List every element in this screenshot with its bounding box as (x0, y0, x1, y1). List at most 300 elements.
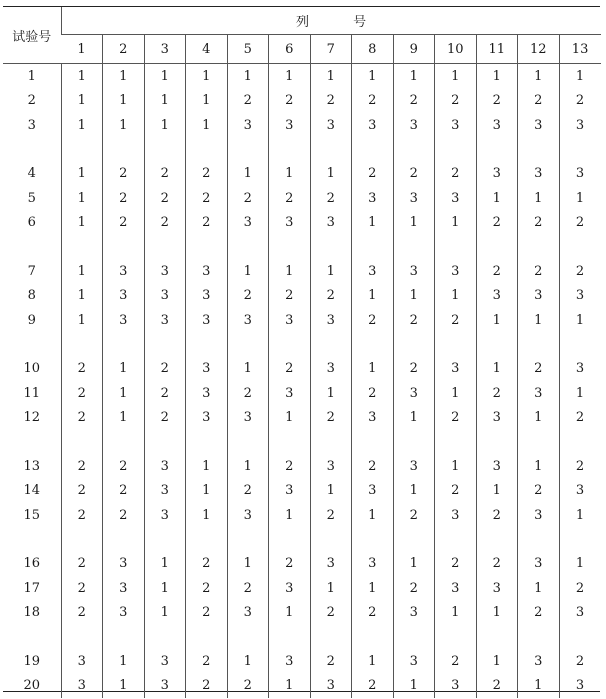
level-cell: 1 (310, 64, 352, 89)
spacer-cell (518, 625, 560, 649)
level-cell: 2 (310, 503, 352, 528)
level-cell: 1 (518, 454, 560, 479)
group-spacer-row (3, 235, 601, 259)
spacer-cell (476, 625, 518, 649)
level-cell: 3 (103, 576, 145, 601)
level-cell: 3 (186, 259, 228, 284)
level-cell: 1 (559, 503, 601, 528)
level-cell: 3 (559, 674, 601, 699)
level-cell: 3 (518, 113, 560, 138)
level-cell: 1 (518, 406, 560, 431)
spacer-cell (393, 528, 435, 552)
level-cell: 3 (103, 259, 145, 284)
column-number-header: 3 (144, 35, 186, 64)
spacer-cell (476, 528, 518, 552)
spacer-cell (559, 138, 601, 162)
level-cell: 3 (518, 162, 560, 187)
level-cell: 2 (144, 381, 186, 406)
level-cell: 2 (476, 89, 518, 114)
column-number-row (3, 35, 601, 64)
level-cell: 1 (352, 649, 394, 674)
spacer-cell (559, 333, 601, 357)
table-row (3, 454, 601, 479)
level-cell: 3 (393, 113, 435, 138)
trial-number-cell: 12 (23, 410, 41, 426)
level-cell: 2 (352, 601, 394, 626)
level-cell: 1 (61, 259, 103, 284)
level-cell: 1 (476, 186, 518, 211)
spacer-cell (186, 625, 228, 649)
trial-number-cell: 2 (27, 93, 36, 109)
level-cell: 3 (393, 601, 435, 626)
level-cell: 2 (186, 601, 228, 626)
level-cell: 2 (518, 259, 560, 284)
spacer-cell (310, 430, 352, 454)
column-number-header: 10 (435, 35, 477, 64)
spacer-cell (352, 138, 394, 162)
level-cell: 2 (559, 406, 601, 431)
level-cell: 2 (269, 552, 311, 577)
level-cell: 1 (352, 503, 394, 528)
level-cell: 3 (269, 113, 311, 138)
level-cell: 2 (61, 381, 103, 406)
spacer-cell (310, 625, 352, 649)
spacer-cell (61, 625, 103, 649)
group-spacer-row (3, 528, 601, 552)
spacer-cell (476, 333, 518, 357)
level-cell: 3 (559, 162, 601, 187)
level-cell: 1 (103, 406, 145, 431)
level-cell: 1 (352, 357, 394, 382)
level-cell: 3 (352, 186, 394, 211)
level-cell: 2 (476, 259, 518, 284)
table-row (3, 649, 601, 674)
level-cell: 3 (144, 649, 186, 674)
level-cell: 2 (61, 454, 103, 479)
spacer-cell (103, 333, 145, 357)
spacer-cell (559, 528, 601, 552)
spacer-cell (186, 138, 228, 162)
spacer-cell (393, 235, 435, 259)
level-cell: 2 (310, 284, 352, 309)
level-cell: 3 (518, 552, 560, 577)
level-cell: 1 (559, 64, 601, 89)
trial-number-cell: 1 (27, 68, 36, 84)
level-cell: 1 (61, 64, 103, 89)
level-cell: 1 (227, 454, 269, 479)
level-cell: 2 (435, 552, 477, 577)
level-cell: 3 (393, 259, 435, 284)
level-cell: 2 (310, 186, 352, 211)
trial-number-cell: 10 (23, 361, 41, 377)
level-cell: 1 (103, 381, 145, 406)
level-cell: 2 (476, 503, 518, 528)
level-cell: 3 (144, 284, 186, 309)
table-row (3, 552, 601, 577)
level-cell: 2 (144, 186, 186, 211)
level-cell: 1 (393, 211, 435, 236)
level-cell: 3 (144, 503, 186, 528)
level-cell: 2 (186, 576, 228, 601)
level-cell: 2 (269, 186, 311, 211)
spacer-cell (476, 138, 518, 162)
level-cell: 2 (144, 357, 186, 382)
trial-number-cell: 9 (27, 312, 36, 328)
level-cell: 3 (186, 406, 228, 431)
level-cell: 2 (269, 357, 311, 382)
level-cell: 2 (518, 89, 560, 114)
column-number-header: 5 (227, 35, 269, 64)
level-cell: 3 (227, 406, 269, 431)
level-cell: 3 (310, 454, 352, 479)
spacer-cell (144, 333, 186, 357)
spacer-cell (518, 333, 560, 357)
spacer-cell (393, 138, 435, 162)
level-cell: 3 (186, 284, 228, 309)
level-cell: 1 (518, 308, 560, 333)
level-cell: 1 (269, 64, 311, 89)
spacer-cell (352, 625, 394, 649)
level-cell: 1 (227, 259, 269, 284)
level-cell: 1 (393, 479, 435, 504)
level-cell: 2 (435, 406, 477, 431)
level-cell: 1 (61, 308, 103, 333)
level-cell: 3 (103, 552, 145, 577)
level-cell: 3 (476, 406, 518, 431)
level-cell: 2 (269, 454, 311, 479)
level-cell: 3 (476, 576, 518, 601)
column-number-header: 13 (559, 35, 601, 64)
level-cell: 1 (559, 186, 601, 211)
orthogonal-array-table-container (3, 6, 600, 692)
spacer-cell (393, 625, 435, 649)
spacer-cell (61, 430, 103, 454)
spacer-cell (269, 235, 311, 259)
level-cell: 1 (103, 64, 145, 89)
level-cell: 3 (435, 357, 477, 382)
level-cell: 1 (435, 64, 477, 89)
spacer-cell (103, 138, 145, 162)
table-row (3, 674, 601, 699)
level-cell: 2 (559, 649, 601, 674)
column-number-header: 2 (103, 35, 145, 64)
level-cell: 2 (476, 381, 518, 406)
level-cell: 1 (144, 89, 186, 114)
level-cell: 1 (144, 576, 186, 601)
spacer-cell (227, 333, 269, 357)
spacer-cell (61, 138, 103, 162)
column-number-header: 1 (61, 35, 103, 64)
level-cell: 2 (518, 357, 560, 382)
trial-number-cell: 13 (23, 458, 41, 474)
level-cell: 1 (103, 89, 145, 114)
level-cell: 2 (310, 406, 352, 431)
spacer-cell (103, 528, 145, 552)
spacer-cell (435, 235, 477, 259)
spacer-cell (435, 430, 477, 454)
spacer-cell (186, 333, 228, 357)
level-cell: 1 (227, 649, 269, 674)
spacer-cell (103, 235, 145, 259)
level-cell: 2 (144, 211, 186, 236)
spacer-cell (227, 430, 269, 454)
level-cell: 3 (269, 381, 311, 406)
level-cell: 1 (518, 674, 560, 699)
group-spacer-row (3, 138, 601, 162)
level-cell: 2 (435, 162, 477, 187)
level-cell: 2 (352, 674, 394, 699)
table-body (3, 64, 601, 699)
spacer-cell (186, 235, 228, 259)
spacer-cell (310, 333, 352, 357)
spacer-cell (227, 528, 269, 552)
level-cell: 1 (227, 162, 269, 187)
level-cell: 2 (186, 674, 228, 699)
group-spacer-row (3, 430, 601, 454)
level-cell: 1 (186, 64, 228, 89)
level-cell: 1 (269, 259, 311, 284)
level-cell: 2 (61, 406, 103, 431)
spacer-cell (559, 235, 601, 259)
level-cell: 1 (186, 503, 228, 528)
level-cell: 3 (518, 649, 560, 674)
level-cell: 2 (310, 649, 352, 674)
trial-number-cell: 14 (23, 483, 41, 499)
level-cell: 1 (518, 576, 560, 601)
level-cell: 3 (186, 381, 228, 406)
table-row (3, 113, 601, 138)
level-cell: 3 (227, 503, 269, 528)
level-cell: 3 (352, 479, 394, 504)
column-number-header: 11 (476, 35, 518, 64)
level-cell: 3 (269, 649, 311, 674)
level-cell: 1 (186, 89, 228, 114)
level-cell: 1 (269, 674, 311, 699)
level-cell: 2 (393, 308, 435, 333)
level-cell: 3 (435, 259, 477, 284)
level-cell: 3 (352, 552, 394, 577)
spacer-cell (144, 138, 186, 162)
level-cell: 2 (61, 503, 103, 528)
spacer-cell (61, 333, 103, 357)
level-cell: 1 (476, 64, 518, 89)
spacer-cell (186, 528, 228, 552)
level-cell: 1 (435, 211, 477, 236)
level-cell: 3 (518, 503, 560, 528)
level-cell: 1 (186, 479, 228, 504)
level-cell: 3 (227, 308, 269, 333)
level-cell: 2 (559, 454, 601, 479)
level-cell: 3 (269, 211, 311, 236)
table-row (3, 576, 601, 601)
spacer-cell (352, 235, 394, 259)
level-cell: 2 (559, 259, 601, 284)
level-cell: 3 (310, 308, 352, 333)
level-cell: 2 (435, 89, 477, 114)
spacer-cell (3, 138, 61, 162)
level-cell: 3 (559, 479, 601, 504)
level-cell: 2 (435, 479, 477, 504)
trial-number-cell: 3 (27, 117, 36, 133)
level-cell: 3 (310, 211, 352, 236)
level-cell: 2 (144, 162, 186, 187)
spacer-cell (144, 235, 186, 259)
level-cell: 1 (61, 211, 103, 236)
trial-number-cell: 18 (23, 605, 41, 621)
level-cell: 1 (144, 552, 186, 577)
spacer-cell (518, 430, 560, 454)
level-cell: 1 (310, 259, 352, 284)
trial-number-cell: 17 (23, 580, 41, 596)
level-cell: 1 (61, 186, 103, 211)
level-cell: 3 (269, 308, 311, 333)
trial-number-cell: 11 (23, 385, 41, 401)
level-cell: 1 (227, 64, 269, 89)
spacer-cell (435, 625, 477, 649)
spacer-cell (3, 235, 61, 259)
trial-number-cell: 16 (23, 556, 41, 572)
level-cell: 1 (559, 552, 601, 577)
level-cell: 1 (144, 601, 186, 626)
level-cell: 2 (352, 89, 394, 114)
spacer-cell (310, 235, 352, 259)
level-cell: 3 (518, 284, 560, 309)
level-cell: 1 (103, 113, 145, 138)
spacer-cell (393, 333, 435, 357)
level-cell: 1 (144, 113, 186, 138)
level-cell: 1 (435, 601, 477, 626)
column-number-header: 12 (518, 35, 560, 64)
level-cell: 1 (393, 552, 435, 577)
spacer-cell (352, 528, 394, 552)
spacer-cell (269, 528, 311, 552)
level-cell: 2 (352, 308, 394, 333)
level-cell: 1 (61, 113, 103, 138)
spacer-cell (227, 625, 269, 649)
spacer-cell (269, 625, 311, 649)
table-row (3, 406, 601, 431)
spacer-cell (144, 430, 186, 454)
level-cell: 3 (310, 357, 352, 382)
level-cell: 2 (476, 211, 518, 236)
level-cell: 3 (310, 552, 352, 577)
level-cell: 1 (103, 674, 145, 699)
level-cell: 1 (518, 64, 560, 89)
level-cell: 2 (103, 454, 145, 479)
level-cell: 3 (559, 284, 601, 309)
level-cell: 1 (144, 64, 186, 89)
table-row (3, 308, 601, 333)
level-cell: 1 (269, 601, 311, 626)
level-cell: 2 (269, 284, 311, 309)
level-cell: 1 (227, 552, 269, 577)
level-cell: 3 (352, 259, 394, 284)
level-cell: 2 (103, 503, 145, 528)
level-cell: 2 (144, 406, 186, 431)
level-cell: 3 (144, 308, 186, 333)
spacer-cell (352, 333, 394, 357)
level-cell: 3 (435, 674, 477, 699)
table-row (3, 162, 601, 187)
table-row (3, 479, 601, 504)
column-number-header: 8 (352, 35, 394, 64)
spacer-cell (3, 430, 61, 454)
level-cell: 2 (61, 479, 103, 504)
trial-number-cell: 6 (27, 215, 36, 231)
level-cell: 1 (476, 601, 518, 626)
level-cell: 2 (435, 308, 477, 333)
level-cell: 2 (61, 576, 103, 601)
level-cell: 1 (435, 284, 477, 309)
level-cell: 1 (310, 576, 352, 601)
level-cell: 3 (435, 113, 477, 138)
spacer-cell (476, 430, 518, 454)
level-cell: 1 (352, 211, 394, 236)
level-cell: 1 (518, 186, 560, 211)
level-cell: 1 (352, 64, 394, 89)
table-row (3, 601, 601, 626)
level-cell: 2 (559, 89, 601, 114)
spacer-cell (435, 333, 477, 357)
level-cell: 3 (559, 113, 601, 138)
group-spacer-row (3, 625, 601, 649)
spacer-cell (310, 138, 352, 162)
level-cell: 3 (186, 357, 228, 382)
level-cell: 1 (310, 162, 352, 187)
level-cell: 3 (476, 162, 518, 187)
spacer-cell (435, 528, 477, 552)
level-cell: 2 (476, 552, 518, 577)
level-cell: 1 (393, 406, 435, 431)
level-cell: 2 (103, 186, 145, 211)
level-cell: 1 (103, 357, 145, 382)
table-row (3, 284, 601, 309)
level-cell: 3 (61, 674, 103, 699)
table-row (3, 503, 601, 528)
level-cell: 3 (227, 113, 269, 138)
trial-number-cell: 15 (23, 507, 41, 523)
level-cell: 2 (435, 649, 477, 674)
level-cell: 3 (352, 113, 394, 138)
level-cell: 1 (310, 479, 352, 504)
spacer-cell (269, 138, 311, 162)
level-cell: 3 (61, 649, 103, 674)
level-cell: 2 (476, 674, 518, 699)
column-number-header: 7 (310, 35, 352, 64)
level-cell: 1 (352, 284, 394, 309)
level-cell: 2 (186, 186, 228, 211)
level-cell: 1 (393, 284, 435, 309)
trial-number-header: 试验号 (3, 7, 61, 64)
level-cell: 1 (352, 576, 394, 601)
level-cell: 1 (393, 64, 435, 89)
spacer-cell (144, 528, 186, 552)
level-cell: 2 (227, 576, 269, 601)
spacer-cell (103, 430, 145, 454)
spacer-cell (3, 528, 61, 552)
level-cell: 3 (103, 308, 145, 333)
trial-number-cell: 4 (27, 166, 36, 182)
table-row (3, 381, 601, 406)
level-cell: 2 (559, 211, 601, 236)
level-cell: 2 (310, 89, 352, 114)
level-cell: 3 (435, 186, 477, 211)
level-cell: 3 (559, 601, 601, 626)
column-number-header: 9 (393, 35, 435, 64)
level-cell: 3 (310, 113, 352, 138)
spacer-cell (3, 333, 61, 357)
level-cell: 3 (435, 503, 477, 528)
